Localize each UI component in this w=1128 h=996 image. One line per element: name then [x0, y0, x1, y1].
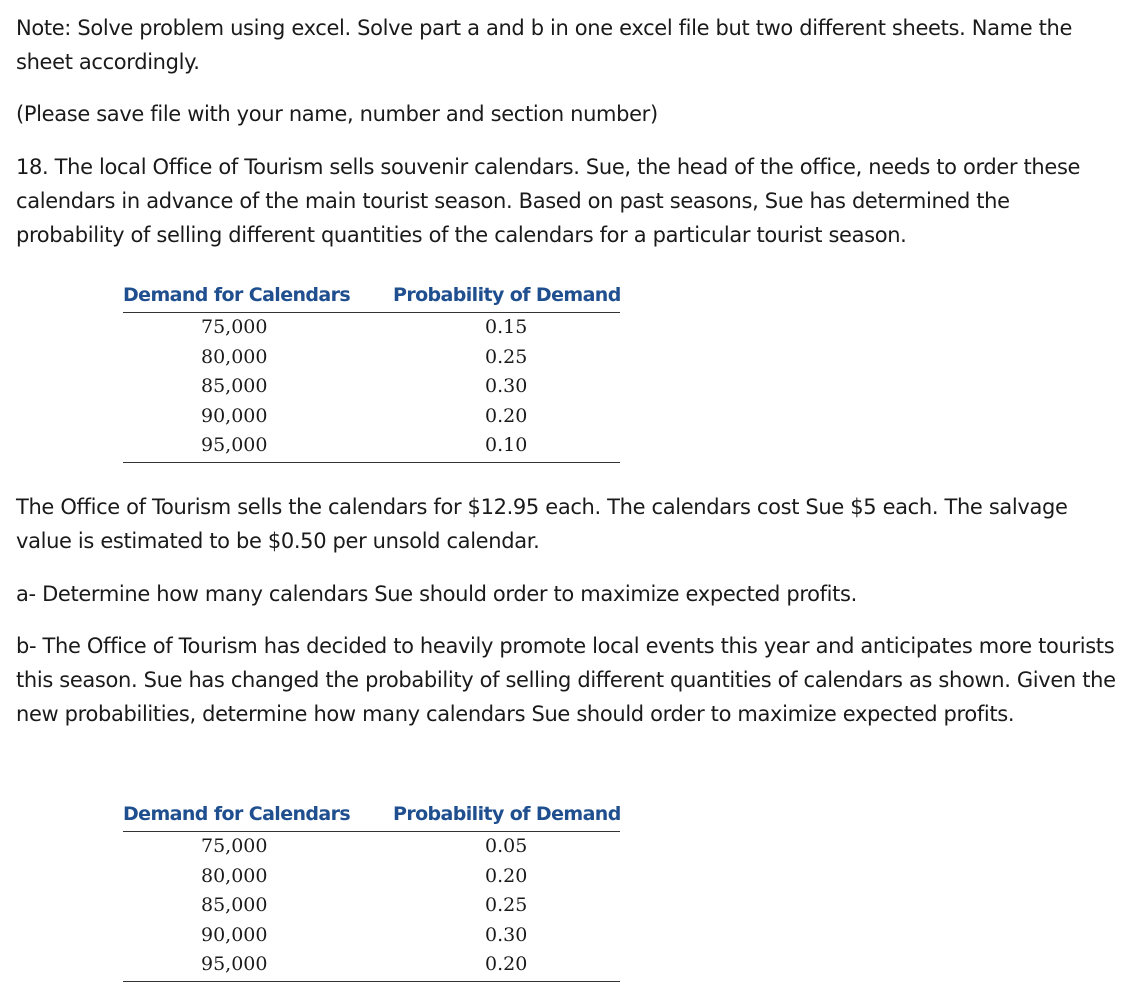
- part-a-text: a- Determine how many calendars Sue should order to maximize expected profits.: [16, 582, 857, 606]
- table-header: [123, 803, 620, 832]
- header-demand: Demand for Calendars: [123, 803, 351, 825]
- cell-demand: 90,000: [201, 404, 268, 427]
- table-row: [123, 950, 620, 980]
- table-row: [123, 431, 620, 461]
- header-demand: Demand for Calendars: [123, 284, 351, 306]
- table-row: [123, 313, 620, 343]
- table-row: [123, 343, 620, 373]
- cell-demand: 90,000: [201, 923, 268, 946]
- table-row: [123, 921, 620, 951]
- table-body: [123, 832, 620, 982]
- cell-demand: 95,000: [201, 434, 268, 457]
- cell-demand: 80,000: [201, 864, 268, 887]
- table-row: [123, 372, 620, 402]
- cell-probability: 0.30: [485, 375, 528, 398]
- header-probability: Probability of Demand: [393, 803, 621, 825]
- cell-demand: 80,000: [201, 345, 268, 368]
- demand-table-2: [123, 803, 620, 982]
- cell-demand: 75,000: [201, 316, 268, 338]
- cell-probability: 0.20: [485, 404, 528, 427]
- cell-probability: 0.30: [485, 923, 528, 946]
- table-header: [123, 284, 620, 313]
- table-row: [123, 862, 620, 892]
- cell-probability: 0.25: [485, 345, 528, 368]
- save-note-text: (Please save file with your name, number and section number): [16, 102, 658, 126]
- table-row: [123, 402, 620, 432]
- part-b-text: b- The Office of Tourism has decided to heavily promote local events this year and anticipates more tourists this season. Sue has changed the probability of selling different quantities of calendars as shown. Given the new probabilities, determine how many calendars Sue should order to maximize expected profits.: [16, 634, 1116, 726]
- cell-probability: 0.20: [485, 953, 528, 976]
- cell-demand: 85,000: [201, 894, 268, 917]
- cell-probability: 0.05: [485, 835, 528, 857]
- table-body: [123, 313, 620, 463]
- cell-demand: 85,000: [201, 375, 268, 398]
- cell-demand: 95,000: [201, 953, 268, 976]
- cell-probability: 0.15: [485, 316, 528, 338]
- pricing-text: The Office of Tourism sells the calendars for $12.95 each. The calendars cost Sue $5 each. The salvage value is estimated to be $0.50 per unsold calendar.: [16, 495, 1068, 553]
- demand-table-1: [123, 284, 620, 463]
- table-row: [123, 891, 620, 921]
- cell-demand: 75,000: [201, 835, 268, 857]
- cell-probability: 0.20: [485, 864, 528, 887]
- cell-probability: 0.10: [485, 434, 528, 457]
- cell-probability: 0.25: [485, 894, 528, 917]
- header-probability: Probability of Demand: [393, 284, 621, 306]
- table-row: [123, 832, 620, 862]
- problem-statement: 18. The local Office of Tourism sells souvenir calendars. Sue, the head of the office, needs to order these calendars in advance of the main tourist season. Based on past seasons, Sue has determined the probability of selling different quantities of the calendars for a particular tourist season.: [16, 155, 1081, 247]
- note-text: Note: Solve problem using excel. Solve part a and b in one excel file but two different sheets. Name the sheet accordingly.: [16, 16, 1073, 74]
